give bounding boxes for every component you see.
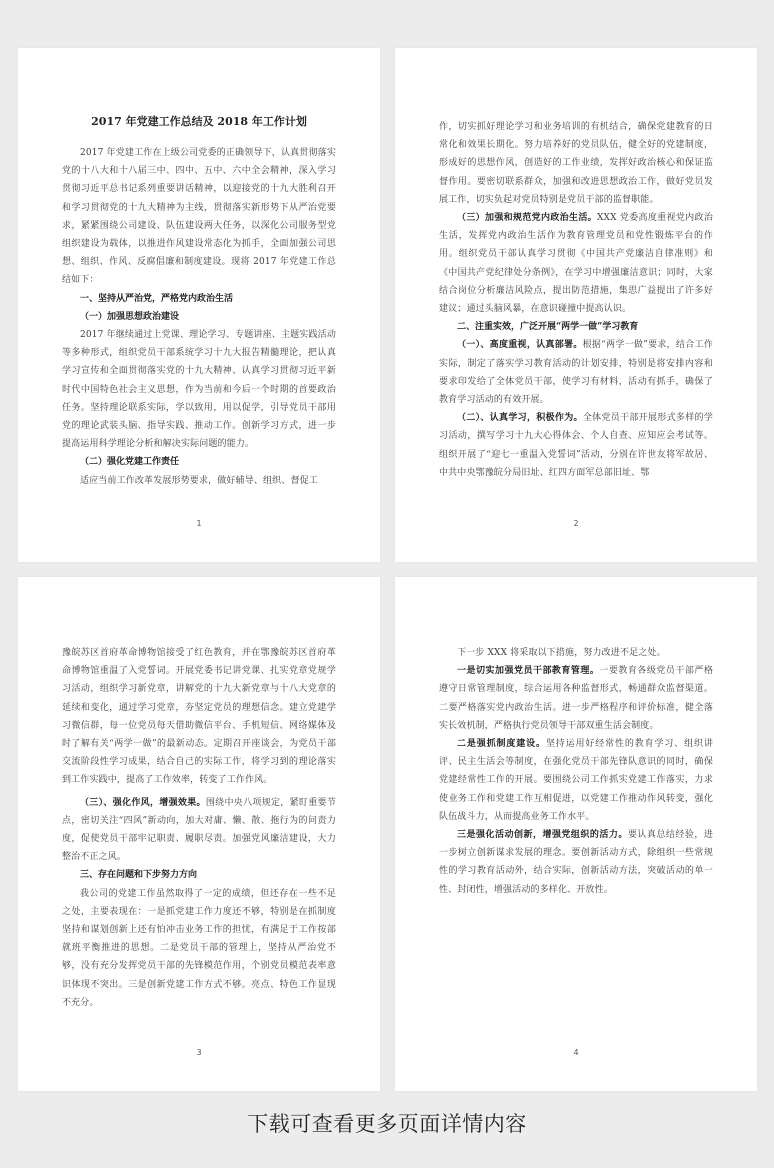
body-paragraph: 下一步 XXX 将采取以下措施，努力改进不足之处。 [457,648,666,658]
paragraph-text: 坚持运用好经常性的教育学习、组织讲评、民主生活会等制度，在强化党员干部先锋队意识的同时，确保党建经常性工作的开展。要围绕公司工作抓实党建工作落实，力求使业务工作和党建工作互相促进，以党建工作推动作风转变，强化队伍战斗力，从而提高业务工作水平。 [439,739,713,822]
section-heading-3: 三、存在问题和下步努力方向 [80,870,198,881]
inline-heading: （三）、强化作风，增强效果。 [80,797,206,808]
page-number: 1 [196,519,202,528]
paragraph-text: 全体党员干部开展形式多样的学习活动，撰写学习十九大心得体会、个人自查、应知应会考试等。组织开展了“迎七一重温入党誓词”活动，分别在许世友将军故居、中共中央鄂豫皖分局旧址、红四方面军总部旧址、鄂 [439,413,713,478]
subsection-heading: （一）加强思想政治建设 [80,311,180,322]
document-page-4 [395,577,757,1091]
inline-heading: （三）加强和规范党内政治生活。 [457,213,597,224]
document-title: 2017 年党建工作总结及 2018 年工作计划 [91,115,307,128]
body-paragraph-with-heading [439,209,713,318]
page-number: 2 [573,519,579,528]
body-paragraph: 作，切实抓好理论学习和业务培训的有机结合，确保党建教育的日常化和效果长期化。努力培养好的党员队伍，健全好的党建制度，形成好的思想作风，创造好的工作业绩，发挥好政治核心和保证监督作用。要密切联系群众，加强和改进思想政治工作，做好党员发展工作，切实负起对党员特别是党员干部的监督职能。 [439,122,713,205]
body-paragraph: 豫皖苏区首府革命博物馆接受了红色教育，并在鄂豫皖苏区首府革命博物馆重温了入党誓词。开展党委书记讲党课、扎实党章党规学习活动，组织学习新党章，讲解党的十九大新党章与十八大党章的延续和变化，通过学习党章，夯坚定党员的理想信念。建立党建学习微信群，每一位党员每天借助微信平台、手机短信、网络媒体及时了解有关“两学一做”的最新动态。定期召开座谈会，为党员干部交流阶段性学习成果，结合自己的实际工作，将学习到的理论落实到工作实践中，提高了工作效率，转变了工作作风。 [62,648,336,786]
page-number: 3 [196,1048,202,1057]
paragraph-text: 一要教育各级党员干部严格遵守日常管理制度，综合运用各种监督形式，畅通群众监督渠道。二要严格落实党内政治生活。进一步严格程序和评价标准，健全落实长效机制，严格执行党员领导干部双重生活会制度。 [439,666,713,731]
page-number: 4 [573,1048,579,1057]
inline-heading: 三是强化活动创新，增强党组织的活力。 [457,830,628,841]
body-paragraph-with-heading [439,336,713,409]
subsection-heading: （二）强化党建工作责任 [80,457,180,468]
body-paragraph-with-heading [439,409,713,482]
body-paragraph: 适应当前工作改革发展形势要求，做好辅导、组织、督促工 [80,475,318,486]
body-paragraph-with-heading [439,735,713,826]
inline-heading: 二是强抓制度建设。 [457,739,546,750]
body-paragraph-with-heading [439,662,713,735]
intro-paragraph: 2017 年党建工作在上级公司党委的正确领导下，认真贯彻落实党的十八大和十八届三中、四中、五中、六中全会精神，深入学习贯彻习近平总书记系列重要讲话精神，以迎接党的十九大胜利召开和学习贯彻党的十九大精神为主线，贯彻落实新形势下从严治党要求，紧紧围绕公司建设、队伍建设两大任务，以深化公司服务型党组织建设为载体，以推进作风建设常态化为抓手，全面加强公司思想、组织、作风、反腐倡廉和制度建设。现将 2017 年党建工作总结如下： [62,148,336,286]
section-heading-1: 一、坚持从严治党，严格党内政治生活 [80,293,234,304]
section-heading-2: 二、注重实效，广泛开展“两学一做”学习教育 [457,322,639,333]
paragraph-text: 要认真总结经验，进一步树立创新谋求发展的理念。要创新活动方式，除组织一些常规性的学习教育活动外，结合实际，创新活动方法，突破活动的单一性、封闭性，增强活动的多样化、开放性。 [439,830,713,895]
paragraph-text: XXX 党委高度重视党内政治生活，发挥党内政治生活作为教育管理党员和党性锻炼平台的作用。组织党员干部认真学习贯彻《中国共产党廉洁自律准则》和《中国共产党纪律处分条例》，在学习中增强廉洁意识；同时，大家结合岗位分析廉洁风险点，提出防范措施，集思广益提出了许多好建议；通过头脑风暴，在意识碰撞中提高认识。 [439,213,713,315]
document-page-2 [395,48,757,562]
body-paragraph-with-heading [439,826,713,899]
download-more-link[interactable]: 下载可查看更多页面详情内容 [247,1112,527,1136]
body-paragraph-with-heading [62,794,336,867]
inline-heading: （二）、认真学习，积极作为。 [457,413,583,424]
body-paragraph: 我公司的党建工作虽然取得了一定的成绩，但还存在一些不足之处，主要表现在：一是抓党建工作力度还不够，特别是在抓制度坚持和谋划创新上还有怕冲击业务工作的担忧，有满足于工作按部就班平衡推进的思想。二是党员干部的管理上，坚持从严治党不够，没有充分发挥党员干部的先锋模范作用，个别党员模范表率意识体现不突出。三是创新党建工作方式不够。亮点、特色工作显现不充分。 [62,888,336,1008]
body-paragraph: 2017 年继续通过上党课、理论学习、专题讲座、主题实践活动等多种形式，组织党员干部系统学习十九大报告精髓理论，把认真学习宣传和全面贯彻落实党的十九大精神、认真学习贯彻习近平新时代中国特色社会主义思想，作为当前和今后一个时期的首要政治任务。坚持理论联系实际，学以致用，用以促学，引导党员干部用党的理论武装头脑、指导实践、推动工作。创新学习方式，进一步提高运用科学理论分析和解决实际问题的能力。 [62,330,336,450]
document-page-1 [18,48,380,562]
inline-heading: （一）、高度重视，认真部署。 [457,340,583,351]
document-page-3 [18,577,380,1091]
inline-heading: 一是切实加强党员干部教育管理。 [457,666,600,677]
paragraph-text: 根据“两学一做”要求，结合工作实际，制定了落实学习教育活动的计划安排，特别是将安排内容和要求印发给了全体党员干部，使学习有材料，活动有抓手，确保了教育学习活动的有效开展。 [439,340,713,406]
paragraph-text: 围绕中央八项规定，紧盯重要节点，密切关注“四风”新动向，加大对庸、懒、散、拖行为的问责力度，促使党员干部牢记职责、履职尽责。加强党风廉洁建设，大力整治不正之风。 [62,797,336,863]
